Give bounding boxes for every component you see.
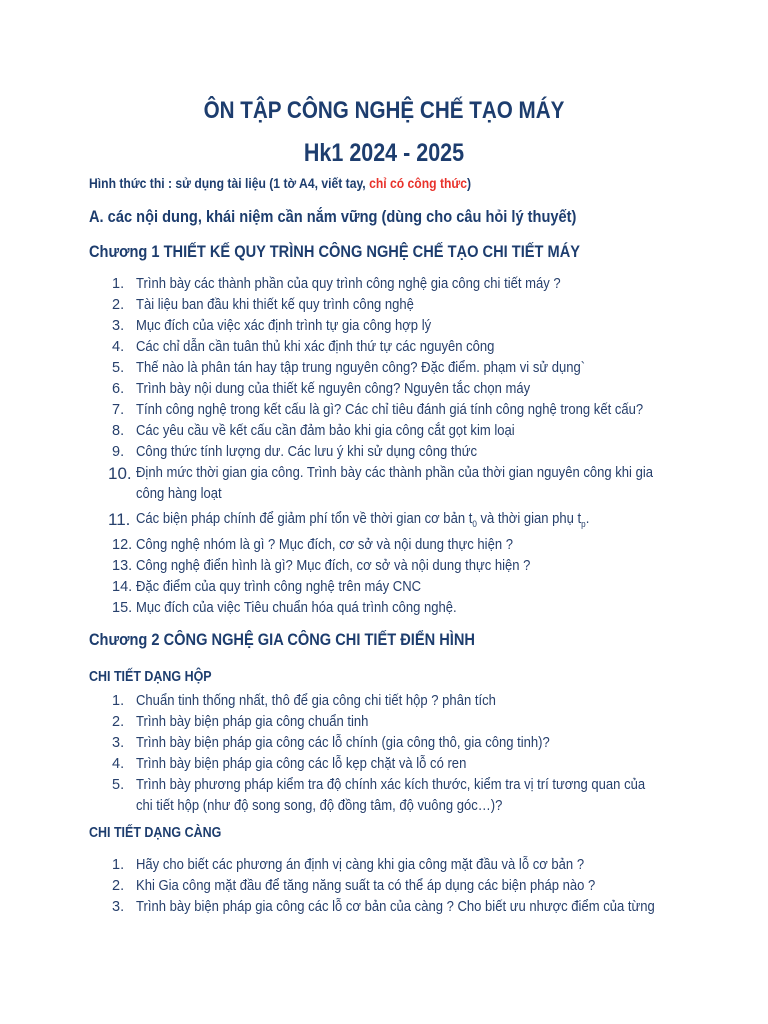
list-item: 7. Tính công nghệ trong kết cấu là gì? Các chỉ tiêu đánh giá tính công nghệ trong kết cấu? [112, 402, 644, 418]
list-item: 14. Đặc điểm của quy trình công nghệ trên máy CNC [112, 578, 422, 595]
list-item: 8. Các yêu cầu về kết cấu cần đảm bảo khi gia công cắt gọt kim loại [112, 423, 515, 439]
exam-format-prefix: Hình thức thi : sử dụng tài liệu (1 tờ A4, viết tay, [89, 176, 370, 191]
list-item: 2. Khi Gia công mặt đầu để tăng năng suất ta có thể áp dụng các biện pháp nào ? [112, 878, 596, 894]
list-item: 3. Trình bày biện pháp gia công các lỗ cơ bản của càng ? Cho biết ưu nhược điểm của từng [112, 899, 655, 915]
list-item: 4. Trình bày biện pháp gia công các lỗ kẹp chặt và lỗ có ren [112, 756, 467, 772]
list-item: 11. Các biện pháp chính để giảm phí tổn về thời gian cơ bản $t_0$ và thời gian phụ $t_p$. [108, 510, 590, 529]
list-item: 4. Các chỉ dẫn cần tuân thủ khi xác định thứ tự các nguyên công [112, 339, 495, 355]
document-subtitle: Hk1 2024 - 2025 [303, 139, 465, 167]
exam-format-highlight: chỉ có công thức [369, 176, 467, 191]
list-item: 13. Công nghệ điển hình là gì? Mục đích, cơ sở và nội dung thực hiện ? [112, 557, 531, 574]
cang-heading: CHI TIẾT DẠNG CÀNG [89, 825, 222, 841]
list-item: 1. Chuẩn tinh thống nhất, thô để gia công chi tiết hộp ? phân tích [112, 693, 496, 709]
exam-format-note [89, 176, 471, 191]
chapter1-heading: Chương 1 THIẾT KẾ QUY TRÌNH CÔNG NGHỆ CHẾ TẠO CHI TIẾT MÁY [89, 242, 581, 261]
hop-heading: CHI TIẾT DẠNG HỘP [89, 669, 212, 685]
list-item: 3. Mục đích của việc xác định trình tự gia công hợp lý [112, 318, 432, 334]
section-a-heading: A. các nội dung, khái niệm cần nắm vững (dùng cho câu hỏi lý thuyết) [89, 207, 577, 226]
hop-list [0, 691, 676, 817]
exam-format-suffix: ) [466, 176, 472, 191]
list-item: 2. Tài liệu ban đầu khi thiết kế quy trình công nghệ [112, 297, 414, 313]
list-item: 1. Trình bày các thành phần của quy trình công nghệ gia công chi tiết máy ? [112, 276, 561, 292]
list-item: 10. Định mức thời gian gia công. Trình bày các thành phần của thời gian nguyên công khi gia công hàng loạt [108, 464, 654, 502]
list-item: 1. Hãy cho biết các phương án định vị càng khi gia công mặt đầu và lỗ cơ bản ? [112, 857, 585, 873]
list-item: 5. Trình bày phương pháp kiểm tra độ chính xác kích thước, kiểm tra vị trí tương quan của chi tiết hộp (như độ song song, độ đồng tâm, độ vuông góc…)? [112, 777, 646, 814]
list-item: 3. Trình bày biện pháp gia công các lỗ chính (gia công thô, gia công tinh)? [112, 735, 550, 751]
list-item: 2. Trình bày biện pháp gia công chuẩn tinh [112, 714, 369, 730]
chapter2-heading: Chương 2 CÔNG NGHỆ GIA CÔNG CHI TIẾT ĐIỂN HÌNH [89, 630, 475, 649]
list-item: 5. Thế nào là phân tán hay tập trung nguyên công? Đặc điểm. phạm vi sử dụng` [112, 360, 586, 376]
cang-list [0, 855, 676, 918]
list-item: 12. Công nghệ nhóm là gì ? Mục đích, cơ sở và nội dung thực hiện ? [112, 536, 513, 553]
list-item: 9. Công thức tính lượng dư. Các lưu ý khi sử dụng công thức [112, 444, 478, 460]
list-item: 6. Trình bày nội dung của thiết kế nguyên công? Nguyên tắc chọn máy [112, 381, 531, 397]
list-item: 15. Mục đích của việc Tiêu chuẩn hóa quá trình công nghệ. [112, 599, 457, 616]
chapter1-list [0, 274, 676, 619]
document-title: ÔN TẬP CÔNG NGHỆ CHẾ TẠO MÁY [203, 97, 565, 124]
